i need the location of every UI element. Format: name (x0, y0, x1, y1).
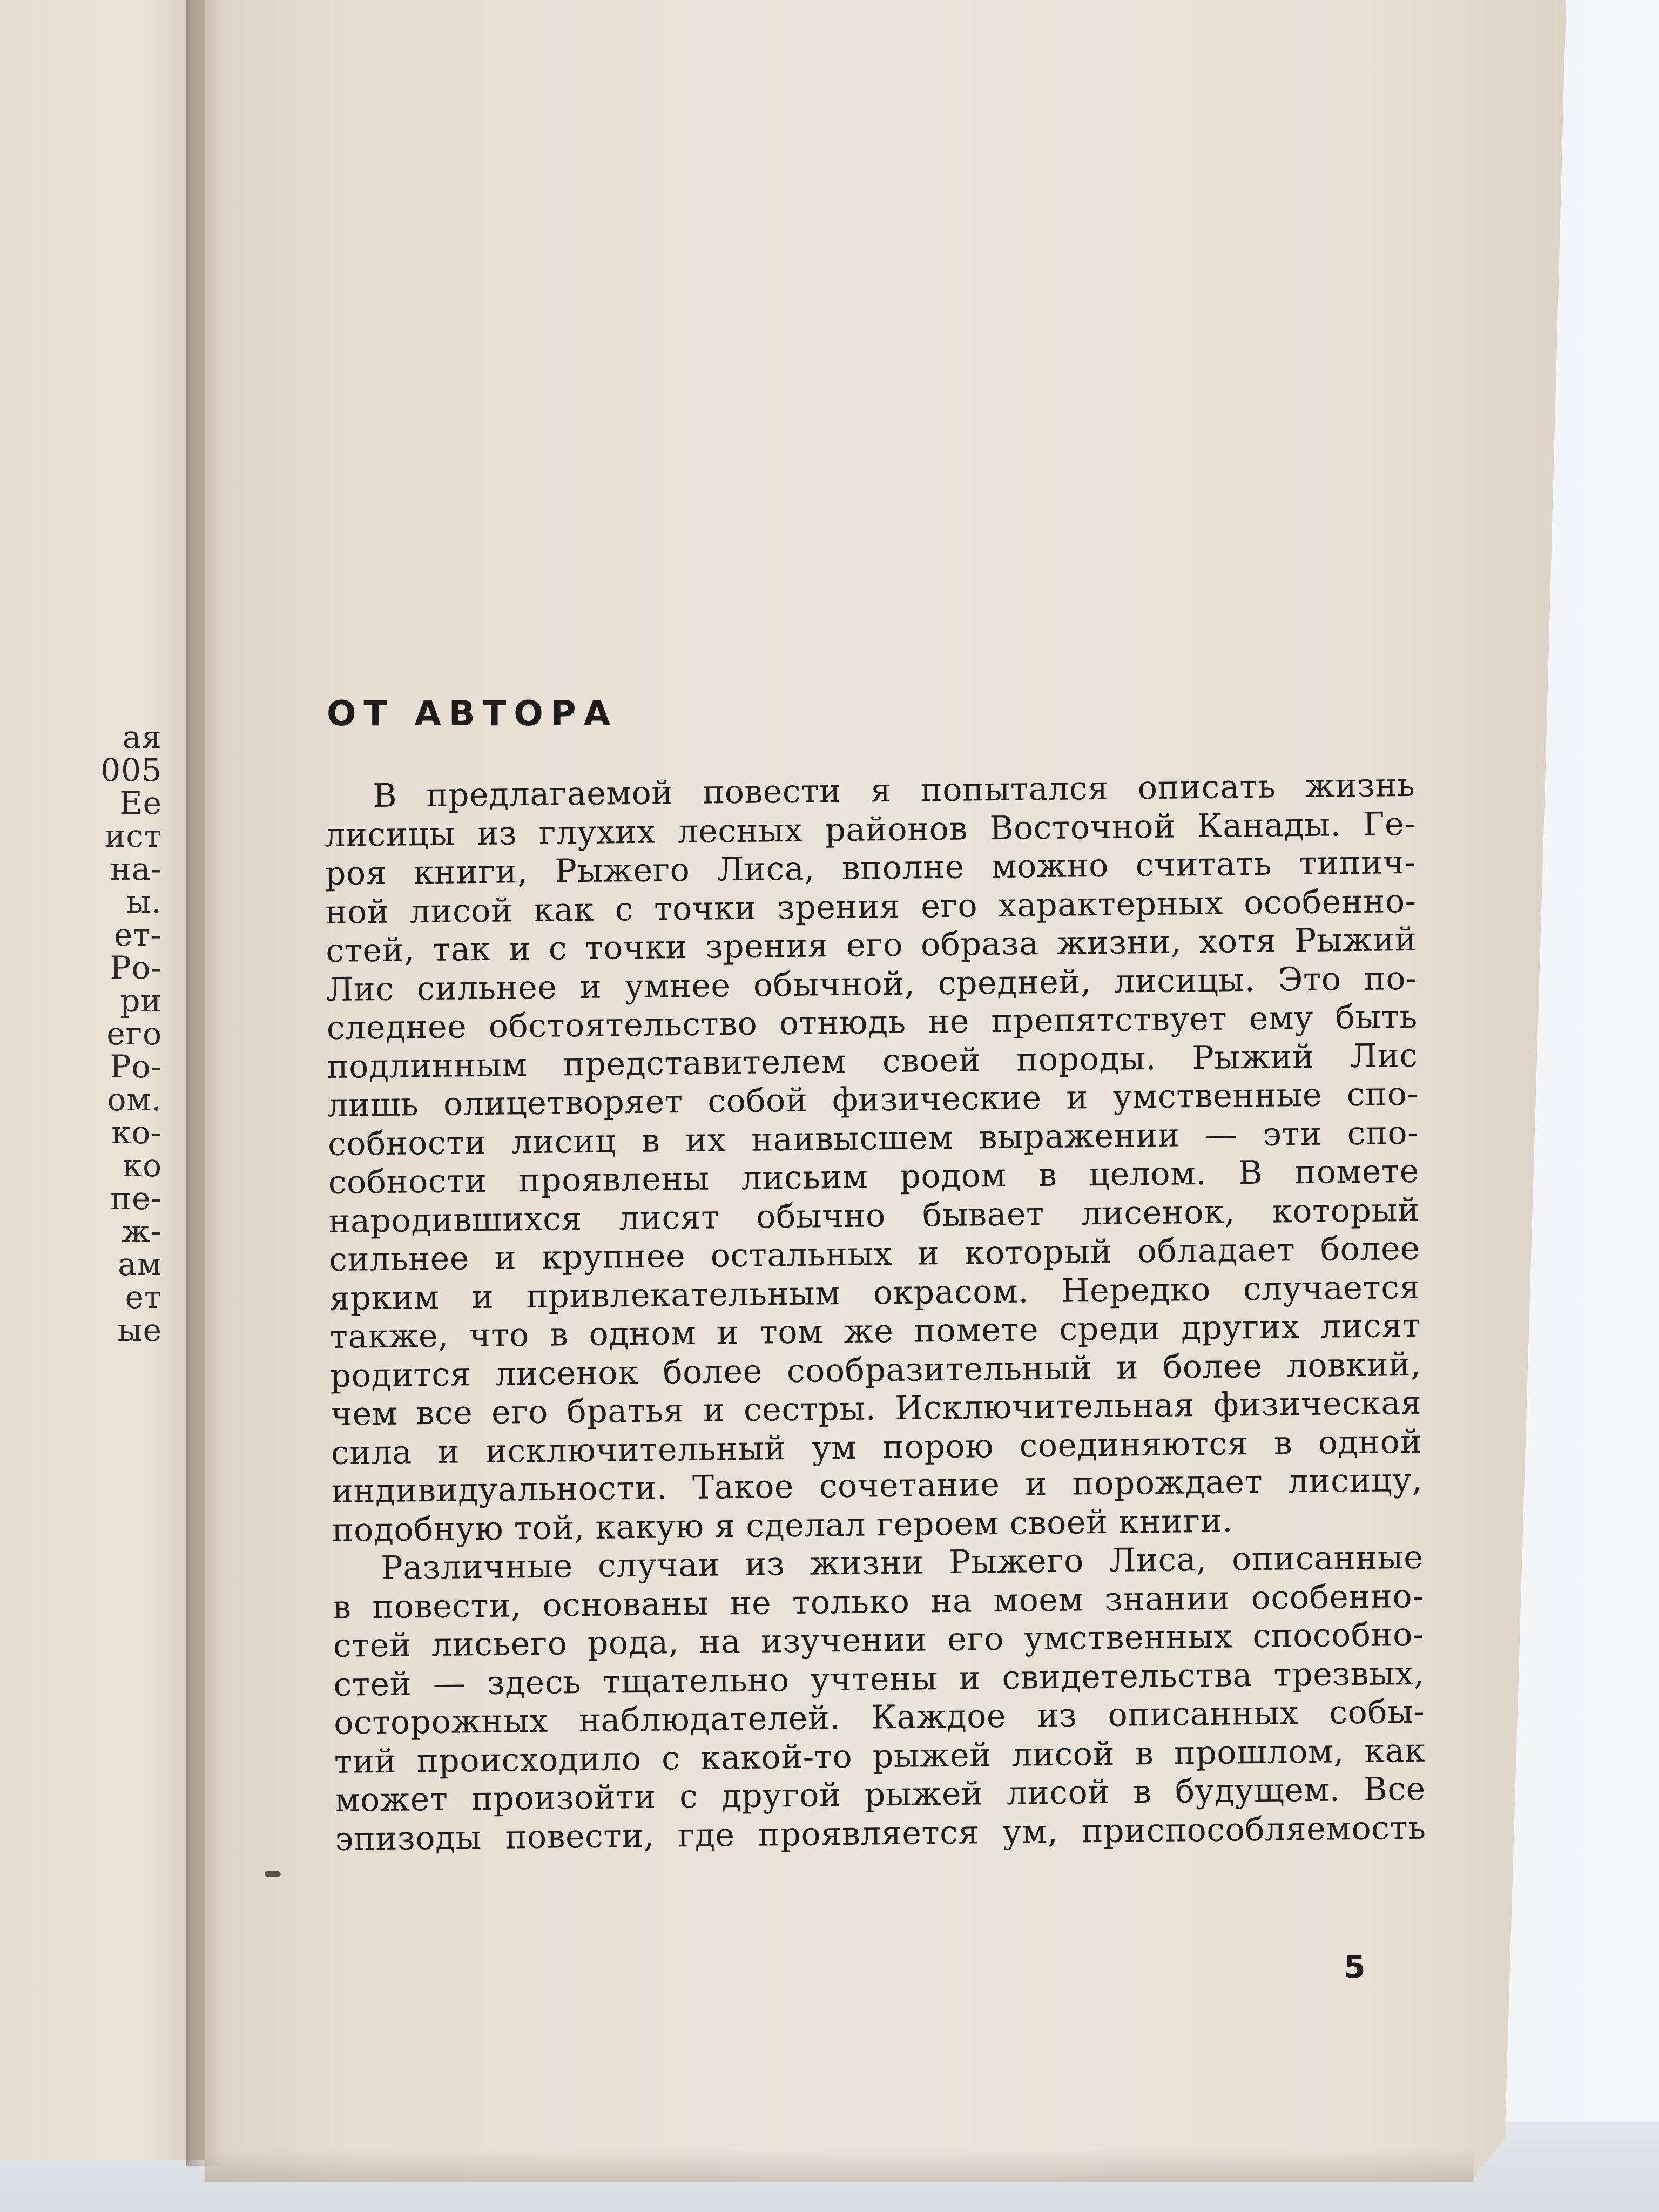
text-line: подобную той, какую я сделал героем своей книги. (332, 1501, 1233, 1549)
text-line: сильнее и крупнее остальных и который обладает более (328, 1229, 1420, 1279)
left-fragment: ы. (126, 884, 162, 920)
left-fragment: ко- (111, 1114, 162, 1151)
left-fragment: ом. (107, 1081, 162, 1118)
text-line: индивидуальности. Такое сочетание и порождает лисицу, (331, 1461, 1423, 1510)
book-gutter-shadow (186, 0, 224, 2166)
text-line: сила и исключительный ум порою соединяются в одной (331, 1422, 1422, 1472)
text-line: роя книги, Рыжего Лиса, вполне можно считать типич- (325, 843, 1417, 893)
left-fragment: ж- (122, 1213, 162, 1250)
text-line: подлинным представителем своей породы. Рыжий Лис (327, 1036, 1418, 1086)
left-fragment: ам (118, 1246, 162, 1283)
text-line: ной лисой как с точки зрения его характерных особенно- (325, 882, 1417, 932)
text-line: ярким и привлекательным окрасом. Нередко случается (329, 1268, 1421, 1318)
text-line: народившихся лисят обычно бывает лисенок, который (328, 1191, 1420, 1240)
text-line: Различные случаи из жизни Рыжего Лиса, описанные (380, 1538, 1424, 1587)
text-line: Лис сильнее и умнее обычной, средней, лисицы. Это по- (326, 959, 1418, 1009)
left-fragment: пе- (110, 1180, 162, 1217)
text-line: лишь олицетворяет собой физические и умственные спо- (327, 1075, 1419, 1124)
left-fragment: 005 (100, 752, 162, 788)
left-fragment: Ее (119, 785, 162, 821)
text-line: в повести, основаны не только на моем знании особенно- (332, 1577, 1424, 1627)
left-fragment: ет (125, 1279, 162, 1316)
left-fragment: Ро- (110, 949, 162, 986)
text-line: стей — здесь тщательно учтены и свидетельства трезвых, (333, 1654, 1425, 1704)
text-line: чем все его братья и сестры. Исключительная физическая (330, 1384, 1422, 1433)
page-shadow (205, 2149, 1474, 2182)
text-line: осторожных наблюдателей. Каждое из описанных собы- (333, 1692, 1425, 1742)
left-fragment: ист (104, 818, 162, 854)
text-line: может произойти с другой рыжей лисой в будущем. Все (334, 1770, 1426, 1819)
left-fragment: ые (117, 1312, 162, 1348)
left-fragment: на- (110, 851, 162, 887)
text-line: также, что в одном и том же помете среди других лисят (329, 1306, 1421, 1356)
text-line: собности лисиц в их наивысшем выражении — эти спо- (327, 1114, 1419, 1163)
left-page-text-fragments (0, 721, 162, 1347)
text-line: эпизоды повести, где проявляется ум, приспособляемость (335, 1809, 1426, 1858)
left-fragment: ая (122, 719, 162, 756)
text-line: стей, так и с точки зрения его образа жизни, хотя Рыжий (325, 920, 1417, 970)
page-body-text (324, 766, 1426, 1859)
left-fragment: его (106, 1015, 162, 1052)
left-fragment: Ро- (110, 1048, 162, 1085)
left-book-page (0, 0, 205, 2160)
ink-mark (265, 1871, 281, 1877)
text-line: родится лисенок более сообразительный и более ловкий, (330, 1345, 1421, 1395)
left-fragment: ри (120, 982, 162, 1019)
text-line: В предлагаемой повести я попытался описать жизнь (372, 766, 1415, 815)
text-line: стей лисьего рода, на изучении его умственных способно- (333, 1615, 1425, 1665)
page-number: 5 (1344, 1948, 1366, 1985)
text-line: следнее обстоятельство отнюдь не препятствует ему быть (326, 997, 1418, 1047)
text-line: тий происходило с какой-то рыжей лисой в прошлом, как (334, 1731, 1426, 1781)
left-fragment: ет- (113, 916, 162, 953)
chapter-heading: ОТ АВТОРА (327, 694, 618, 734)
left-fragment: ко (122, 1147, 162, 1184)
text-line: лисицы из глухих лесных районов Восточной Канады. Ге- (324, 805, 1416, 854)
text-line: собности проявлены лисьим родом в целом. В помете (328, 1152, 1420, 1202)
